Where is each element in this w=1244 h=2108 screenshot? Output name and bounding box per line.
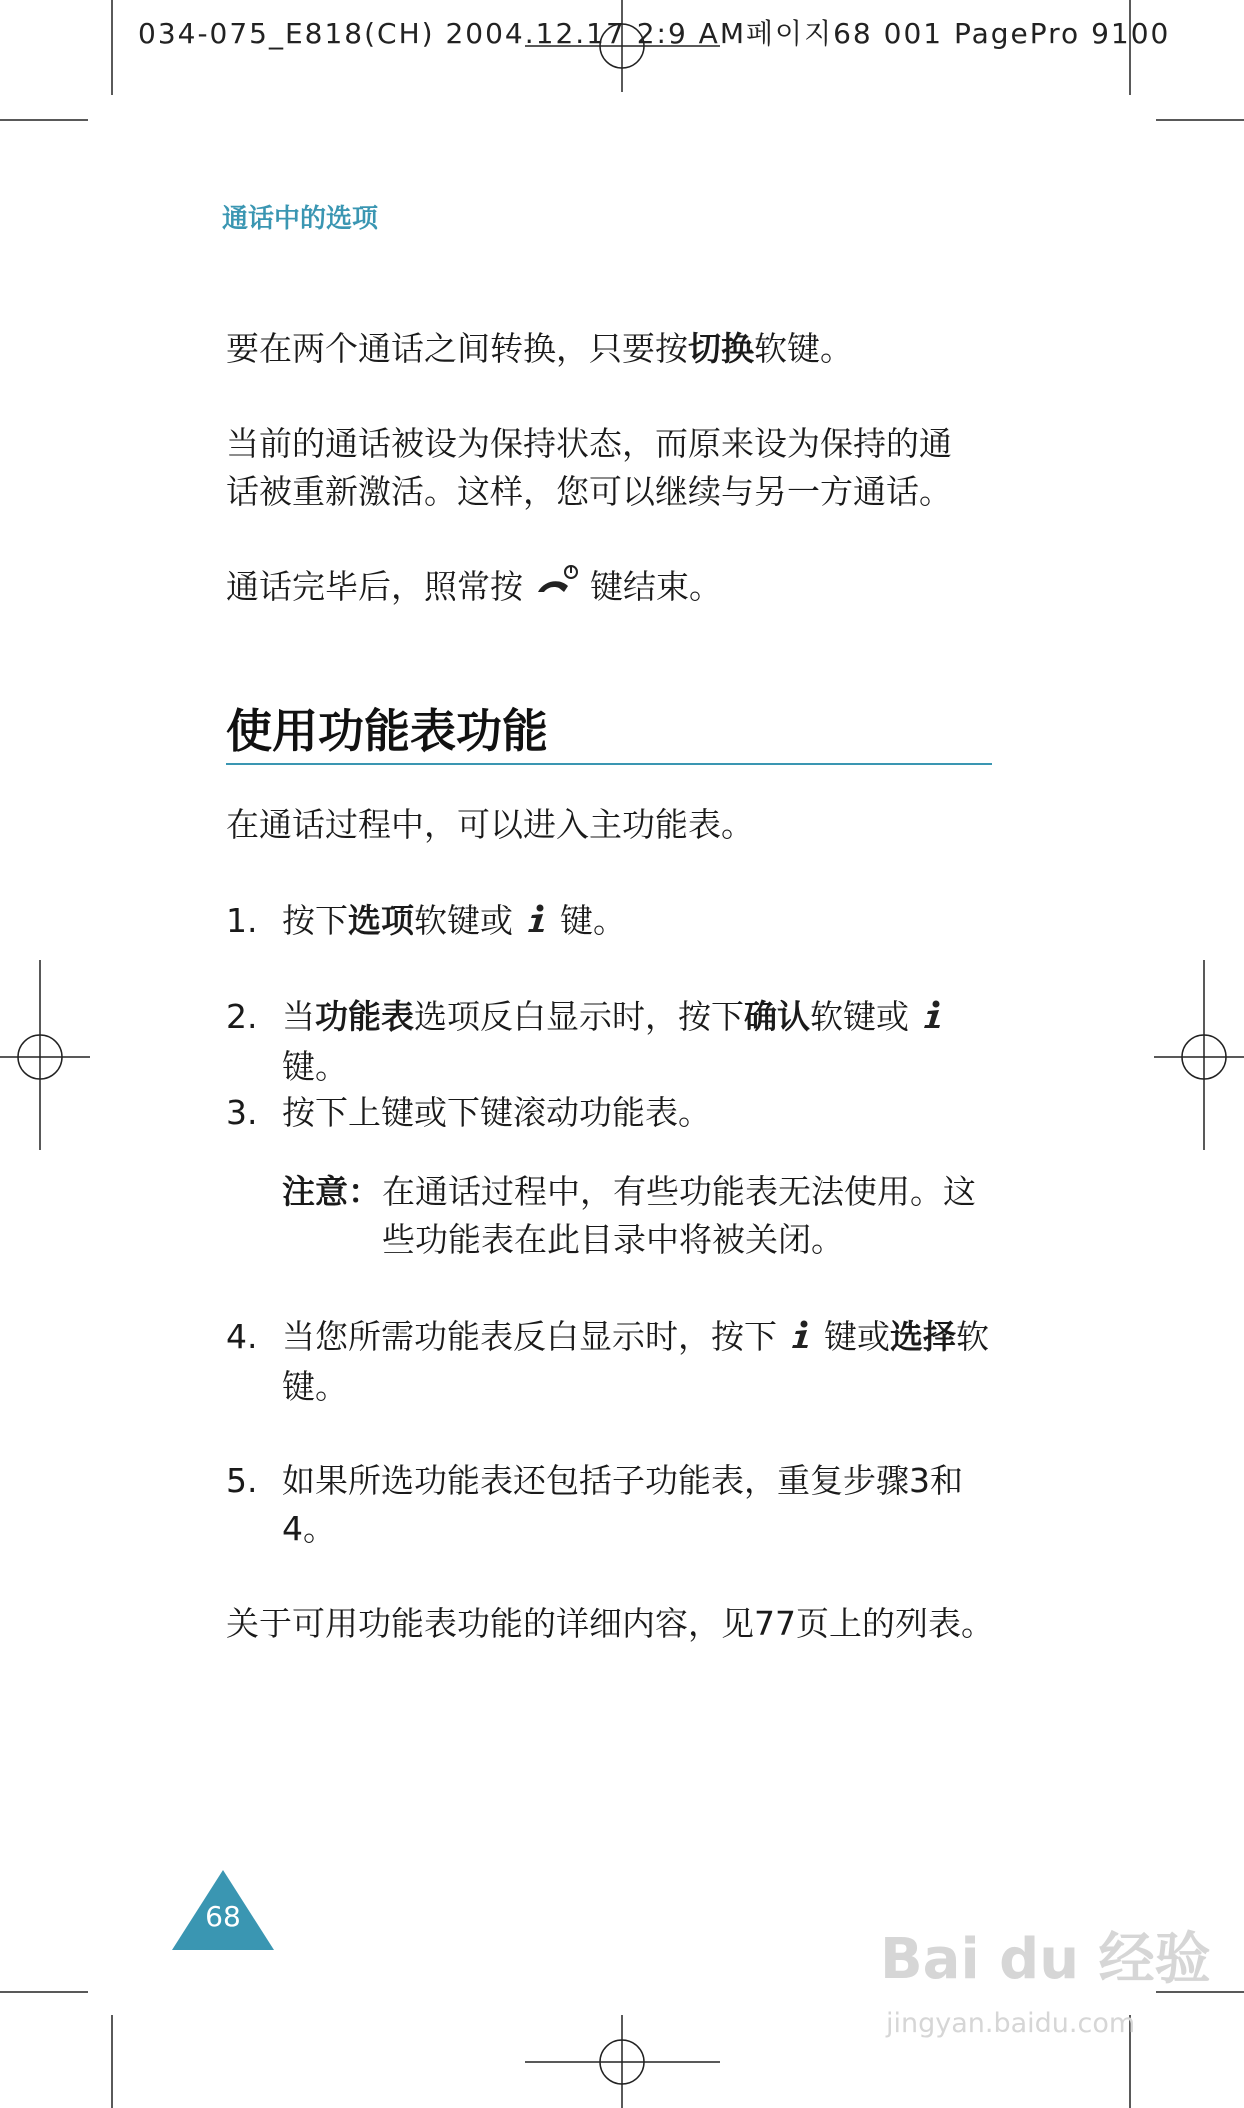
para2-line1: 当前的通话被设为保持状态，而原来设为保持的通	[226, 424, 952, 463]
baidu-watermark-logo: Bai du 经验	[880, 1927, 1211, 1992]
step-5	[226, 1457, 1006, 1553]
note-label: 注意：	[282, 1172, 381, 1211]
step2-text-c: 选项反白显示时，按下	[414, 997, 744, 1036]
para3-text-b: 键结束。	[590, 567, 722, 606]
note-line1: 在通话过程中，有些功能表无法使用。这	[382, 1172, 976, 1211]
step2-text-f: 键。	[282, 1046, 348, 1086]
para3-text-a: 通话完毕后，照常按	[226, 567, 523, 606]
page-number: 68	[205, 1900, 241, 1933]
step2-softkey-ok: 确认	[744, 997, 810, 1036]
step-3	[226, 1089, 1006, 1137]
step1-text-a: 按下	[282, 901, 348, 940]
baidu-watermark-url: jingyan.baidu.com	[886, 2008, 1136, 2039]
section-heading: 使用功能表功能	[226, 704, 548, 758]
step1-softkey-options: 选项	[348, 901, 414, 940]
step-number: 1.	[226, 901, 258, 940]
info-key-icon	[524, 899, 550, 947]
note-block	[282, 1168, 1002, 1264]
step3-text: 按下上键或下键滚动功能表。	[282, 1093, 711, 1132]
step-number: 3.	[226, 1093, 258, 1132]
step-2	[226, 993, 1006, 1091]
para1-text-c: 软键。	[754, 329, 853, 368]
paragraph-end-call	[226, 563, 1006, 613]
step4-text-b: 键或	[824, 1317, 890, 1356]
step1-text-d: 键。	[560, 901, 626, 940]
step5-text-a: 如果所选功能表还包括子功能表，重复步骤3和	[282, 1461, 963, 1500]
note-line2: 些功能表在此目录中将被关闭。	[382, 1220, 844, 1259]
step4-text-a: 当您所需功能表反白显示时，按下	[282, 1317, 777, 1356]
step4-text-d: 软	[956, 1317, 989, 1356]
step5-text-b: 4。	[282, 1509, 336, 1548]
step4-text-e: 键。	[282, 1366, 348, 1406]
heading-underline	[226, 763, 992, 765]
para1-softkey-switch: 切换	[688, 329, 754, 368]
step2-text-e: 软键或	[810, 997, 909, 1036]
paragraph-hold-state	[226, 420, 1006, 516]
step2-text-a: 当	[282, 997, 315, 1036]
step4-softkey-select: 选择	[890, 1317, 956, 1356]
step-1	[226, 897, 1006, 947]
step-number: 2.	[226, 997, 258, 1036]
step-4	[226, 1313, 1006, 1411]
info-key-icon	[788, 1315, 814, 1363]
info-key-icon	[920, 995, 946, 1043]
print-header: 034-075_E818(CH) 2004.12.17 2:9 AM페이지68 001 PagePro 9100	[138, 17, 1171, 50]
para1-text-a: 要在两个通话之间转换，只要按	[226, 329, 688, 368]
step-number: 4.	[226, 1317, 258, 1356]
end-call-icon	[534, 564, 580, 613]
step-number: 5.	[226, 1461, 258, 1500]
footer-reference-text: 关于可用功能表功能的详细内容，见77页上的列表。	[226, 1604, 994, 1643]
para2-line2: 话被重新激活。这样，您可以继续与另一方通话。	[226, 472, 952, 511]
step2-menu-label: 功能表	[315, 997, 414, 1036]
intro-text: 在通话过程中，可以进入主功能表。	[226, 805, 754, 844]
paragraph-switch-calls	[226, 325, 1006, 373]
step1-text-c: 软键或	[414, 901, 513, 940]
section-label: 通话中的选项	[222, 204, 379, 234]
